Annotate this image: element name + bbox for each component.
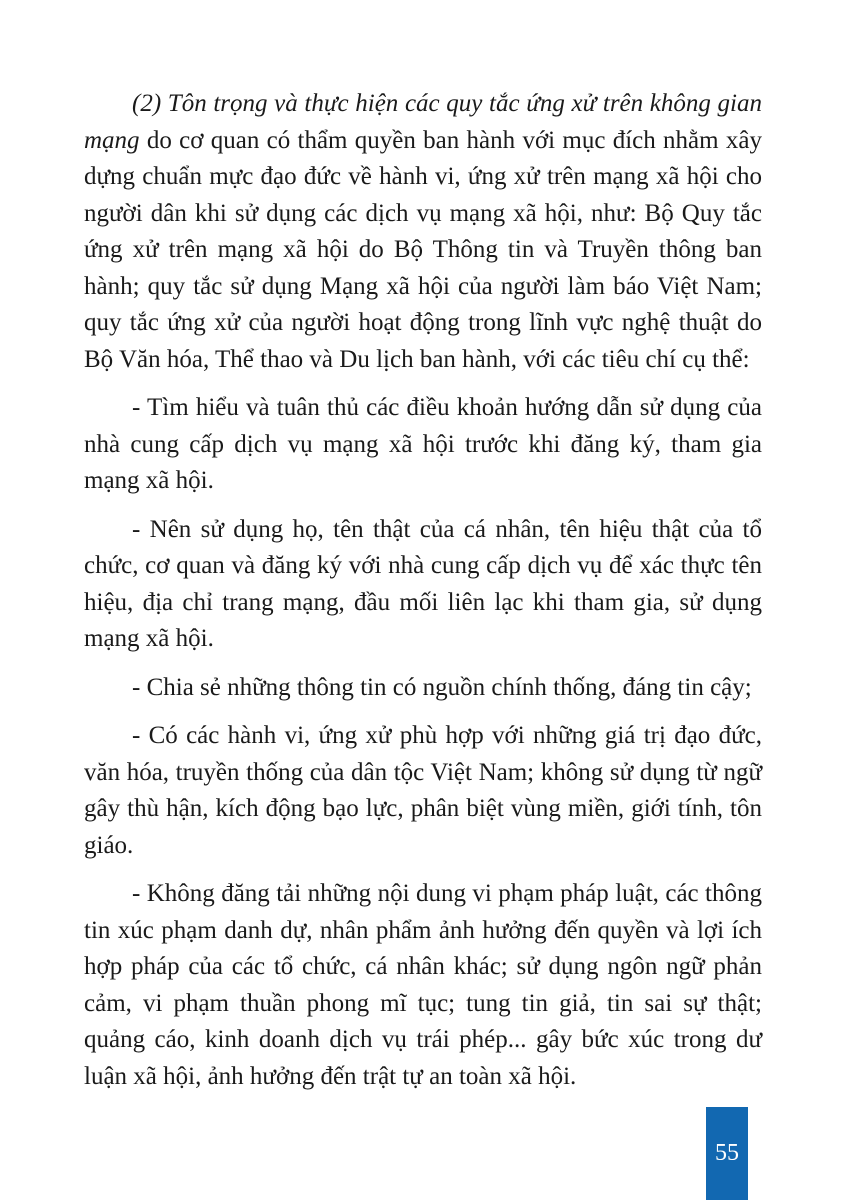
paragraph-intro-italic-lead: (2) Tôn trọng và thực hiện các quy tắc ứng xử trên không gian mạng: [84, 90, 762, 154]
paragraph-bullet-co-cac-hanh-vi: - Có các hành vi, ứng xử phù hợp với những giá trị đạo đức, văn hóa, truyền thống của dân tộc Việt Nam; không sử dụng từ ngữ gây thù hận, kích động bạo lực, phân biệt vùng miền, giới tính, tôn giáo.: [84, 722, 762, 859]
paragraph-intro: [84, 86, 762, 378]
page-number-badge: [706, 1107, 748, 1200]
paragraph-bullet-tim-hieu: - Tìm hiểu và tuân thủ các điều khoản hướng dẫn sử dụng của nhà cung cấp dịch vụ mạng xã hội trước khi đăng ký, tham gia mạng xã hội.: [84, 394, 762, 494]
body-text: [84, 86, 762, 1095]
paragraph-bullet-nen-su-dung: - Nên sử dụng họ, tên thật của cá nhân, tên hiệu thật của tổ chức, cơ quan và đăng ký với nhà cung cấp dịch vụ để xác thực tên hiệu, địa chỉ trang mạng, đầu mối liên lạc khi tham gia, sử dụng mạng xã hội.: [84, 515, 762, 652]
paragraph-bullet-khong-dang-tai: - Không đăng tải những nội dung vi phạm pháp luật, các thông tin xúc phạm danh dự, nhân phẩm ảnh hưởng đến quyền và lợi ích hợp pháp của các tổ chức, cá nhân khác; sử dụng ngôn ngữ phản cảm, vi phạm thuần phong mĩ tục; tung tin giả, tin sai sự thật; quảng cáo, kinh doanh dịch vụ trái phép... gây bức xúc trong dư luận xã hội, ảnh hưởng đến trật tự an toàn xã hội.: [84, 880, 762, 1090]
paragraph-bullet-chia-se: - Chia sẻ những thông tin có nguồn chính thống, đáng tin cậy;: [132, 673, 752, 701]
page-number: 55: [715, 1140, 739, 1166]
paragraph-intro-rest: do cơ quan có thẩm quyền ban hành với mục đích nhằm xây dựng chuẩn mực đạo đức về hành vi, ứng xử trên mạng xã hội cho người dân khi sử dụng các dịch vụ mạng xã hội, như: Bộ Quy tắc ứng xử trên mạng xã hội do Bộ Thông tin và Truyền thông ban hành; quy tắc sử dụng Mạng xã hội của người làm báo Việt Nam; quy tắc ứng xử của người hoạt động trong lĩnh vực nghệ thuật do Bộ Văn hóa, Thể thao và Du lịch ban hành, với các tiêu chí cụ thể:: [84, 126, 762, 373]
